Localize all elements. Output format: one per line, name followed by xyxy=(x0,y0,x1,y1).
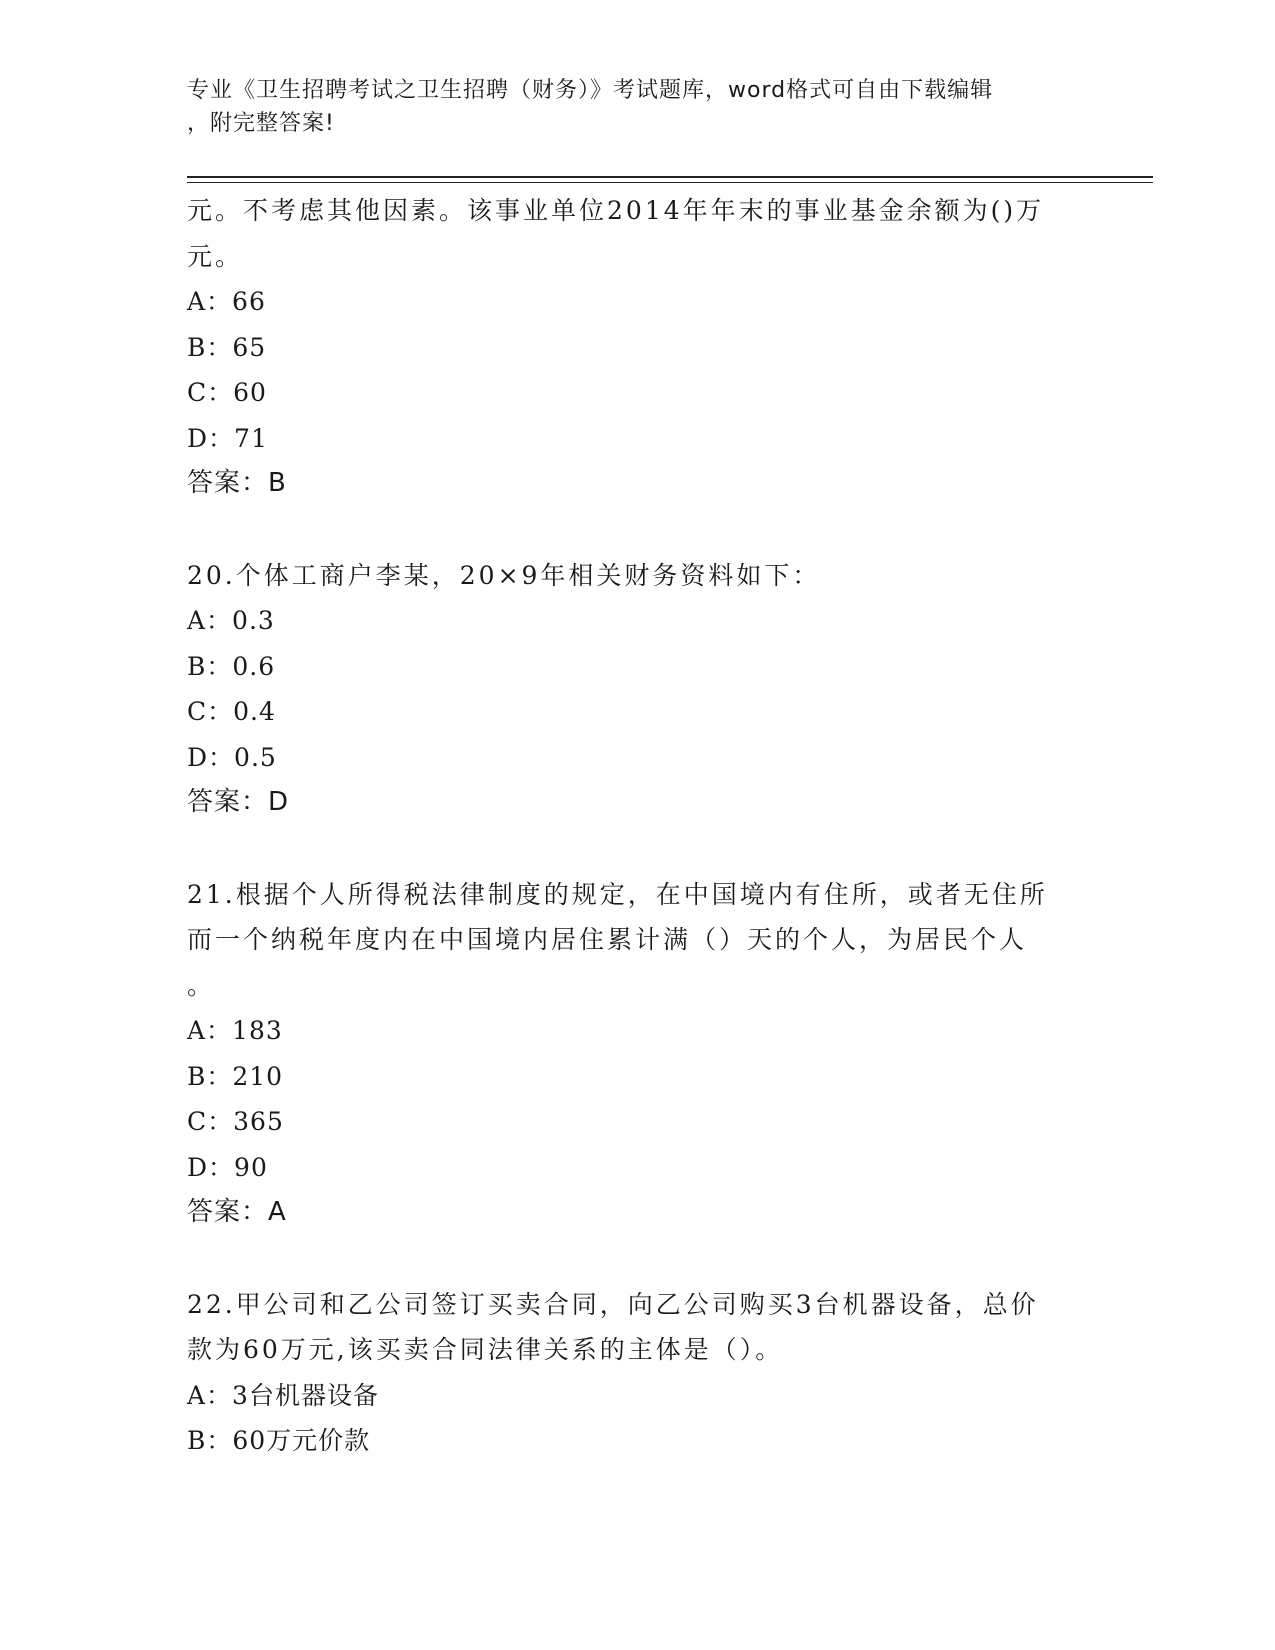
option-a: A：66 xyxy=(187,287,266,316)
question-text-line: 。 xyxy=(187,970,216,1000)
spacer xyxy=(187,826,1087,872)
question-21 xyxy=(187,872,1087,1236)
question-text-line: 元。 xyxy=(187,241,244,271)
option-a: A：0.3 xyxy=(187,606,275,635)
question-text-line: 款为60万元,该买卖合同法律关系的主体是（）。 xyxy=(187,1335,784,1364)
answer-line: 答案：A xyxy=(187,1197,287,1227)
option-d: D：71 xyxy=(187,423,268,453)
question-text-line: 21.根据个人所得税法律制度的规定，在中国境内有住所，或者无住所 xyxy=(187,879,1048,909)
option-b: B：65 xyxy=(187,332,267,362)
option-b: B：210 xyxy=(187,1061,284,1091)
header-line-1: 专业《卫生招聘考试之卫生招聘（财务）》考试题库，word格式可自由下载编辑 xyxy=(187,78,994,103)
question-text-line: 而一个纳税年度内在中国境内居住累计满（）天的个人，为居民个人 xyxy=(187,925,1028,954)
question-text-line: 元。不考虑其他因素。该事业单位2014年年末的事业基金余额为()万 xyxy=(187,196,1045,225)
answer-line: 答案：B xyxy=(187,468,287,498)
answer-line: 答案：D xyxy=(187,787,290,817)
question-list xyxy=(187,188,1087,1464)
option-b: B：0.6 xyxy=(187,651,276,681)
header-line-2: ，附完整答案! xyxy=(187,111,335,136)
question-text-line: 20.个体工商户李某，20×9年相关财务资料如下： xyxy=(187,560,821,590)
question-22 xyxy=(187,1282,1087,1464)
option-d: D：0.5 xyxy=(187,742,277,772)
option-a: A：183 xyxy=(187,1016,283,1045)
header-divider-thick xyxy=(187,176,1153,178)
header-divider-thin xyxy=(187,182,1153,183)
question-20 xyxy=(187,553,1087,826)
option-a: A：3台机器设备 xyxy=(187,1380,379,1410)
option-c: C：60 xyxy=(187,378,267,407)
option-c: C：0.4 xyxy=(187,697,276,726)
option-c: C：365 xyxy=(187,1107,284,1136)
question-19 xyxy=(187,188,1087,507)
option-d: D：90 xyxy=(187,1152,268,1182)
document-header xyxy=(187,74,1087,140)
question-text-line: 22.甲公司和乙公司签订买卖合同，向乙公司购买3台机器设备，总价 xyxy=(187,1289,1039,1319)
spacer xyxy=(187,1236,1087,1282)
option-b: B：60万元价款 xyxy=(187,1426,371,1455)
spacer xyxy=(187,507,1087,553)
